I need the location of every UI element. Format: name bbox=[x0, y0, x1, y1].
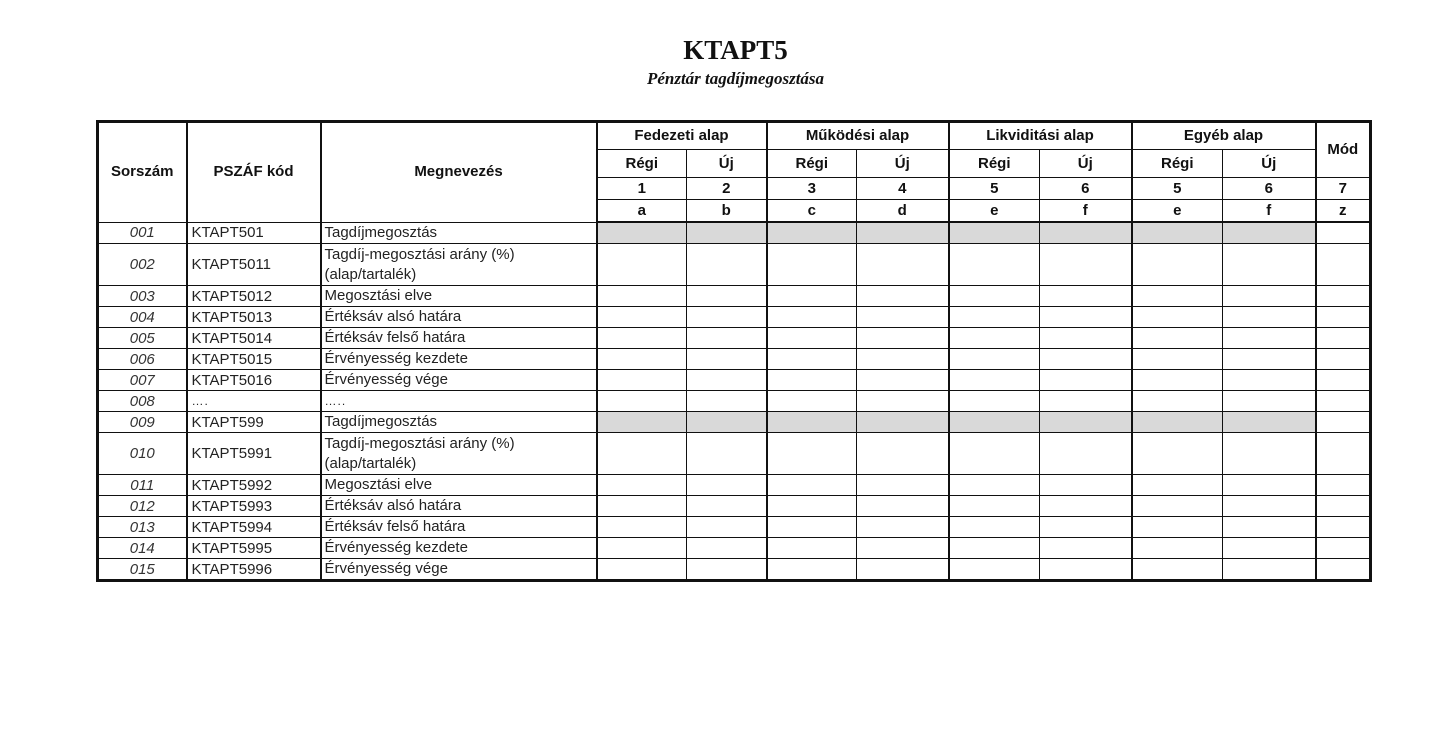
value-input-cell[interactable] bbox=[949, 307, 1040, 328]
value-input-cell bbox=[767, 222, 857, 244]
column-letter: f bbox=[1223, 200, 1316, 223]
value-input-cell[interactable] bbox=[687, 433, 767, 475]
value-input-cell[interactable] bbox=[949, 496, 1040, 517]
value-input-cell[interactable] bbox=[1040, 349, 1132, 370]
row-pszaf-kod: KTAPT5995 bbox=[187, 538, 321, 559]
value-input-cell bbox=[949, 222, 1040, 244]
value-input-cell bbox=[687, 222, 767, 244]
row-pszaf-kod: KTAPT501 bbox=[187, 222, 321, 244]
column-letter: a bbox=[597, 200, 687, 223]
row-sorszam: 009 bbox=[98, 412, 187, 433]
value-input-cell[interactable] bbox=[687, 517, 767, 538]
column-letter: e bbox=[949, 200, 1040, 223]
row-megnevezes-line: (alap/tartalék) bbox=[324, 265, 417, 283]
table-row bbox=[98, 538, 1371, 559]
row-pszaf-kod: KTAPT5993 bbox=[187, 496, 321, 517]
value-input-cell[interactable] bbox=[1223, 286, 1316, 307]
row-sorszam: 011 bbox=[98, 475, 187, 496]
value-input-cell[interactable] bbox=[857, 244, 949, 286]
table-row bbox=[98, 517, 1371, 538]
mod-input-cell[interactable] bbox=[1316, 349, 1371, 370]
row-sorszam: 004 bbox=[98, 307, 187, 328]
column-number: 2 bbox=[687, 178, 767, 200]
row-sorszam: 007 bbox=[98, 370, 187, 391]
value-input-cell[interactable] bbox=[1040, 475, 1132, 496]
row-pszaf-kod: KTAPT5011 bbox=[187, 244, 321, 286]
value-input-cell[interactable] bbox=[767, 517, 857, 538]
row-megnevezes: Megosztási elve bbox=[321, 475, 597, 496]
row-megnevezes bbox=[321, 433, 597, 475]
col-header-mod: Mód bbox=[1316, 122, 1371, 178]
value-input-cell[interactable] bbox=[1132, 286, 1223, 307]
value-input-cell[interactable] bbox=[687, 475, 767, 496]
mod-input-cell[interactable] bbox=[1316, 538, 1371, 559]
value-input-cell[interactable] bbox=[687, 349, 767, 370]
value-input-cell[interactable] bbox=[597, 517, 687, 538]
value-input-cell[interactable] bbox=[1040, 391, 1132, 412]
value-input-cell bbox=[597, 222, 687, 244]
row-megnevezes: Érvényesség kezdete bbox=[321, 349, 597, 370]
value-input-cell[interactable] bbox=[767, 286, 857, 307]
header-row-groups bbox=[98, 122, 1371, 150]
value-input-cell[interactable] bbox=[597, 559, 687, 581]
value-input-cell[interactable] bbox=[597, 370, 687, 391]
row-megnevezes: Értéksáv alsó határa bbox=[321, 496, 597, 517]
row-megnevezes-line: Tagdíj-megosztási arány (%) bbox=[324, 434, 515, 452]
value-input-cell[interactable] bbox=[767, 538, 857, 559]
sub-header: Régi bbox=[767, 150, 857, 178]
column-number: 5 bbox=[1132, 178, 1223, 200]
value-input-cell[interactable] bbox=[949, 517, 1040, 538]
row-sorszam: 014 bbox=[98, 538, 187, 559]
value-input-cell[interactable] bbox=[1040, 244, 1132, 286]
value-input-cell[interactable] bbox=[1040, 517, 1132, 538]
value-input-cell[interactable] bbox=[949, 349, 1040, 370]
mod-input-cell[interactable] bbox=[1316, 222, 1371, 244]
row-sorszam: 013 bbox=[98, 517, 187, 538]
value-input-cell[interactable] bbox=[1223, 391, 1316, 412]
value-input-cell bbox=[1040, 412, 1132, 433]
table-row bbox=[98, 391, 1371, 412]
document-header bbox=[0, 34, 1429, 90]
value-input-cell bbox=[857, 412, 949, 433]
value-input-cell[interactable] bbox=[767, 391, 857, 412]
value-input-cell[interactable] bbox=[687, 559, 767, 581]
group-header-mukodesi: Működési alap bbox=[767, 122, 949, 150]
value-input-cell[interactable] bbox=[767, 475, 857, 496]
mod-input-cell[interactable] bbox=[1316, 559, 1371, 581]
group-header-fedezeti: Fedezeti alap bbox=[597, 122, 767, 150]
mod-input-cell[interactable] bbox=[1316, 286, 1371, 307]
value-input-cell[interactable] bbox=[949, 370, 1040, 391]
column-number: 4 bbox=[857, 178, 949, 200]
value-input-cell[interactable] bbox=[597, 475, 687, 496]
value-input-cell[interactable] bbox=[1132, 244, 1223, 286]
value-input-cell[interactable] bbox=[1223, 328, 1316, 349]
value-input-cell[interactable] bbox=[949, 475, 1040, 496]
mod-input-cell[interactable] bbox=[1316, 328, 1371, 349]
row-pszaf-kod: KTAPT5016 bbox=[187, 370, 321, 391]
value-input-cell[interactable] bbox=[1040, 286, 1132, 307]
value-input-cell[interactable] bbox=[687, 496, 767, 517]
value-input-cell[interactable] bbox=[1223, 370, 1316, 391]
value-input-cell[interactable] bbox=[1040, 559, 1132, 581]
value-input-cell[interactable] bbox=[1132, 475, 1223, 496]
value-input-cell[interactable] bbox=[597, 496, 687, 517]
value-input-cell[interactable] bbox=[1223, 538, 1316, 559]
value-input-cell bbox=[857, 222, 949, 244]
value-input-cell[interactable] bbox=[857, 559, 949, 581]
data-table bbox=[96, 120, 1372, 582]
value-input-cell[interactable] bbox=[1132, 370, 1223, 391]
column-number: 7 bbox=[1316, 178, 1371, 200]
mod-input-cell[interactable] bbox=[1316, 370, 1371, 391]
document-title: KTAPT5 bbox=[683, 35, 788, 65]
value-input-cell[interactable] bbox=[857, 538, 949, 559]
row-megnevezes: Értéksáv felső határa bbox=[321, 517, 597, 538]
row-sorszam: 006 bbox=[98, 349, 187, 370]
sub-header: Régi bbox=[949, 150, 1040, 178]
value-input-cell[interactable] bbox=[1132, 349, 1223, 370]
row-sorszam: 003 bbox=[98, 286, 187, 307]
row-sorszam: 001 bbox=[98, 222, 187, 244]
value-input-cell[interactable] bbox=[949, 433, 1040, 475]
mod-input-cell[interactable] bbox=[1316, 244, 1371, 286]
value-input-cell[interactable] bbox=[857, 307, 949, 328]
row-megnevezes-line: Tagdíj-megosztási arány (%) bbox=[324, 245, 515, 263]
value-input-cell[interactable] bbox=[687, 307, 767, 328]
value-input-cell[interactable] bbox=[857, 328, 949, 349]
sub-header: Új bbox=[1223, 150, 1316, 178]
value-input-cell[interactable] bbox=[687, 244, 767, 286]
column-number: 6 bbox=[1040, 178, 1132, 200]
value-input-cell[interactable] bbox=[1132, 391, 1223, 412]
value-input-cell[interactable] bbox=[1132, 538, 1223, 559]
row-megnevezes: Érvényesség vége bbox=[321, 559, 597, 581]
table-row bbox=[98, 222, 1371, 244]
table-row bbox=[98, 349, 1371, 370]
row-megnevezes: Értéksáv felső határa bbox=[321, 328, 597, 349]
table-row bbox=[98, 286, 1371, 307]
row-megnevezes: Tagdíjmegosztás bbox=[321, 412, 597, 433]
row-megnevezes: Érvényesség kezdete bbox=[321, 538, 597, 559]
table-row bbox=[98, 370, 1371, 391]
row-pszaf-kod: KTAPT5996 bbox=[187, 559, 321, 581]
row-megnevezes-line: (alap/tartalék) bbox=[324, 454, 417, 472]
value-input-cell[interactable] bbox=[597, 328, 687, 349]
row-pszaf-kod: KTAPT5991 bbox=[187, 433, 321, 475]
column-letter: z bbox=[1316, 200, 1371, 223]
table-row bbox=[98, 307, 1371, 328]
value-input-cell[interactable] bbox=[1132, 496, 1223, 517]
sub-header: Régi bbox=[597, 150, 687, 178]
row-pszaf-kod: KTAPT5013 bbox=[187, 307, 321, 328]
table-row bbox=[98, 559, 1371, 581]
value-input-cell[interactable] bbox=[857, 475, 949, 496]
value-input-cell[interactable] bbox=[949, 244, 1040, 286]
row-megnevezes: Értéksáv alsó határa bbox=[321, 307, 597, 328]
row-megnevezes: Érvényesség vége bbox=[321, 370, 597, 391]
column-letter: c bbox=[767, 200, 857, 223]
mod-input-cell[interactable] bbox=[1316, 475, 1371, 496]
value-input-cell[interactable] bbox=[1132, 307, 1223, 328]
row-pszaf-kod: …. bbox=[187, 391, 321, 412]
row-pszaf-kod: KTAPT5015 bbox=[187, 349, 321, 370]
value-input-cell[interactable] bbox=[1223, 307, 1316, 328]
table-row bbox=[98, 496, 1371, 517]
value-input-cell[interactable] bbox=[1040, 307, 1132, 328]
row-sorszam: 015 bbox=[98, 559, 187, 581]
value-input-cell[interactable] bbox=[767, 370, 857, 391]
value-input-cell[interactable] bbox=[597, 349, 687, 370]
column-number: 6 bbox=[1223, 178, 1316, 200]
value-input-cell bbox=[1223, 222, 1316, 244]
value-input-cell[interactable] bbox=[1223, 433, 1316, 475]
value-input-cell[interactable] bbox=[767, 328, 857, 349]
table-row bbox=[98, 328, 1371, 349]
row-megnevezes: Megosztási elve bbox=[321, 286, 597, 307]
value-input-cell[interactable] bbox=[1132, 328, 1223, 349]
column-letter: b bbox=[687, 200, 767, 223]
value-input-cell[interactable] bbox=[687, 538, 767, 559]
row-pszaf-kod: KTAPT599 bbox=[187, 412, 321, 433]
mod-input-cell[interactable] bbox=[1316, 496, 1371, 517]
value-input-cell bbox=[687, 412, 767, 433]
value-input-cell[interactable] bbox=[1223, 475, 1316, 496]
value-input-cell[interactable] bbox=[857, 349, 949, 370]
mod-input-cell[interactable] bbox=[1316, 433, 1371, 475]
value-input-cell[interactable] bbox=[597, 286, 687, 307]
column-letter: e bbox=[1132, 200, 1223, 223]
value-input-cell[interactable] bbox=[857, 517, 949, 538]
value-input-cell[interactable] bbox=[1040, 496, 1132, 517]
row-sorszam: 002 bbox=[98, 244, 187, 286]
value-input-cell[interactable] bbox=[1223, 349, 1316, 370]
row-megnevezes: ….. bbox=[321, 391, 597, 412]
value-input-cell[interactable] bbox=[1040, 370, 1132, 391]
value-input-cell[interactable] bbox=[597, 307, 687, 328]
row-pszaf-kod: KTAPT5014 bbox=[187, 328, 321, 349]
value-input-cell[interactable] bbox=[767, 349, 857, 370]
value-input-cell[interactable] bbox=[1223, 517, 1316, 538]
sub-header: Új bbox=[687, 150, 767, 178]
document-subtitle: Pénztár tagdíjmegosztása bbox=[646, 69, 825, 88]
column-letter: d bbox=[857, 200, 949, 223]
table-row bbox=[98, 412, 1371, 433]
mod-input-cell[interactable] bbox=[1316, 307, 1371, 328]
value-input-cell[interactable] bbox=[857, 286, 949, 307]
value-input-cell[interactable] bbox=[597, 244, 687, 286]
value-input-cell bbox=[767, 412, 857, 433]
col-header-sorszam: Sorszám bbox=[98, 122, 187, 223]
sub-header: Régi bbox=[1132, 150, 1223, 178]
value-input-cell[interactable] bbox=[1132, 517, 1223, 538]
row-sorszam: 005 bbox=[98, 328, 187, 349]
sub-header: Új bbox=[1040, 150, 1132, 178]
value-input-cell[interactable] bbox=[857, 370, 949, 391]
table-body bbox=[98, 222, 1371, 581]
row-sorszam: 012 bbox=[98, 496, 187, 517]
value-input-cell[interactable] bbox=[1132, 559, 1223, 581]
row-pszaf-kod: KTAPT5012 bbox=[187, 286, 321, 307]
col-header-pszaf-kod: PSZÁF kód bbox=[187, 122, 321, 223]
value-input-cell[interactable] bbox=[1040, 538, 1132, 559]
mod-input-cell[interactable] bbox=[1316, 391, 1371, 412]
group-header-egyeb: Egyéb alap bbox=[1132, 122, 1316, 150]
row-megnevezes: Tagdíjmegosztás bbox=[321, 222, 597, 244]
col-header-megnevezes: Megnevezés bbox=[321, 122, 597, 223]
value-input-cell[interactable] bbox=[1223, 244, 1316, 286]
value-input-cell[interactable] bbox=[1132, 433, 1223, 475]
value-input-cell[interactable] bbox=[1223, 559, 1316, 581]
value-input-cell bbox=[597, 412, 687, 433]
column-number: 3 bbox=[767, 178, 857, 200]
value-input-cell[interactable] bbox=[767, 433, 857, 475]
value-input-cell[interactable] bbox=[949, 391, 1040, 412]
value-input-cell[interactable] bbox=[949, 559, 1040, 581]
value-input-cell[interactable] bbox=[597, 538, 687, 559]
sub-header: Új bbox=[857, 150, 949, 178]
mod-input-cell[interactable] bbox=[1316, 517, 1371, 538]
value-input-cell[interactable] bbox=[687, 370, 767, 391]
value-input-cell[interactable] bbox=[597, 391, 687, 412]
value-input-cell[interactable] bbox=[767, 244, 857, 286]
value-input-cell[interactable] bbox=[857, 391, 949, 412]
table-row bbox=[98, 475, 1371, 496]
value-input-cell[interactable] bbox=[687, 286, 767, 307]
value-input-cell[interactable] bbox=[687, 328, 767, 349]
value-input-cell[interactable] bbox=[767, 307, 857, 328]
value-input-cell[interactable] bbox=[687, 391, 767, 412]
value-input-cell bbox=[1132, 412, 1223, 433]
value-input-cell[interactable] bbox=[767, 559, 857, 581]
table-row bbox=[98, 244, 1371, 286]
value-input-cell bbox=[1132, 222, 1223, 244]
row-sorszam: 010 bbox=[98, 433, 187, 475]
column-number: 5 bbox=[949, 178, 1040, 200]
row-megnevezes bbox=[321, 244, 597, 286]
value-input-cell[interactable] bbox=[1223, 496, 1316, 517]
row-pszaf-kod: KTAPT5992 bbox=[187, 475, 321, 496]
column-number: 1 bbox=[597, 178, 687, 200]
column-letter: f bbox=[1040, 200, 1132, 223]
value-input-cell[interactable] bbox=[949, 286, 1040, 307]
value-input-cell[interactable] bbox=[1040, 328, 1132, 349]
value-input-cell bbox=[949, 412, 1040, 433]
value-input-cell[interactable] bbox=[949, 328, 1040, 349]
value-input-cell bbox=[1040, 222, 1132, 244]
row-pszaf-kod: KTAPT5994 bbox=[187, 517, 321, 538]
value-input-cell[interactable] bbox=[857, 496, 949, 517]
value-input-cell[interactable] bbox=[949, 538, 1040, 559]
group-header-likviditasi: Likviditási alap bbox=[949, 122, 1132, 150]
mod-input-cell[interactable] bbox=[1316, 412, 1371, 433]
value-input-cell[interactable] bbox=[767, 496, 857, 517]
table-row bbox=[98, 433, 1371, 475]
row-sorszam: 008 bbox=[98, 391, 187, 412]
value-input-cell[interactable] bbox=[1040, 433, 1132, 475]
value-input-cell[interactable] bbox=[857, 433, 949, 475]
value-input-cell[interactable] bbox=[597, 433, 687, 475]
value-input-cell bbox=[1223, 412, 1316, 433]
